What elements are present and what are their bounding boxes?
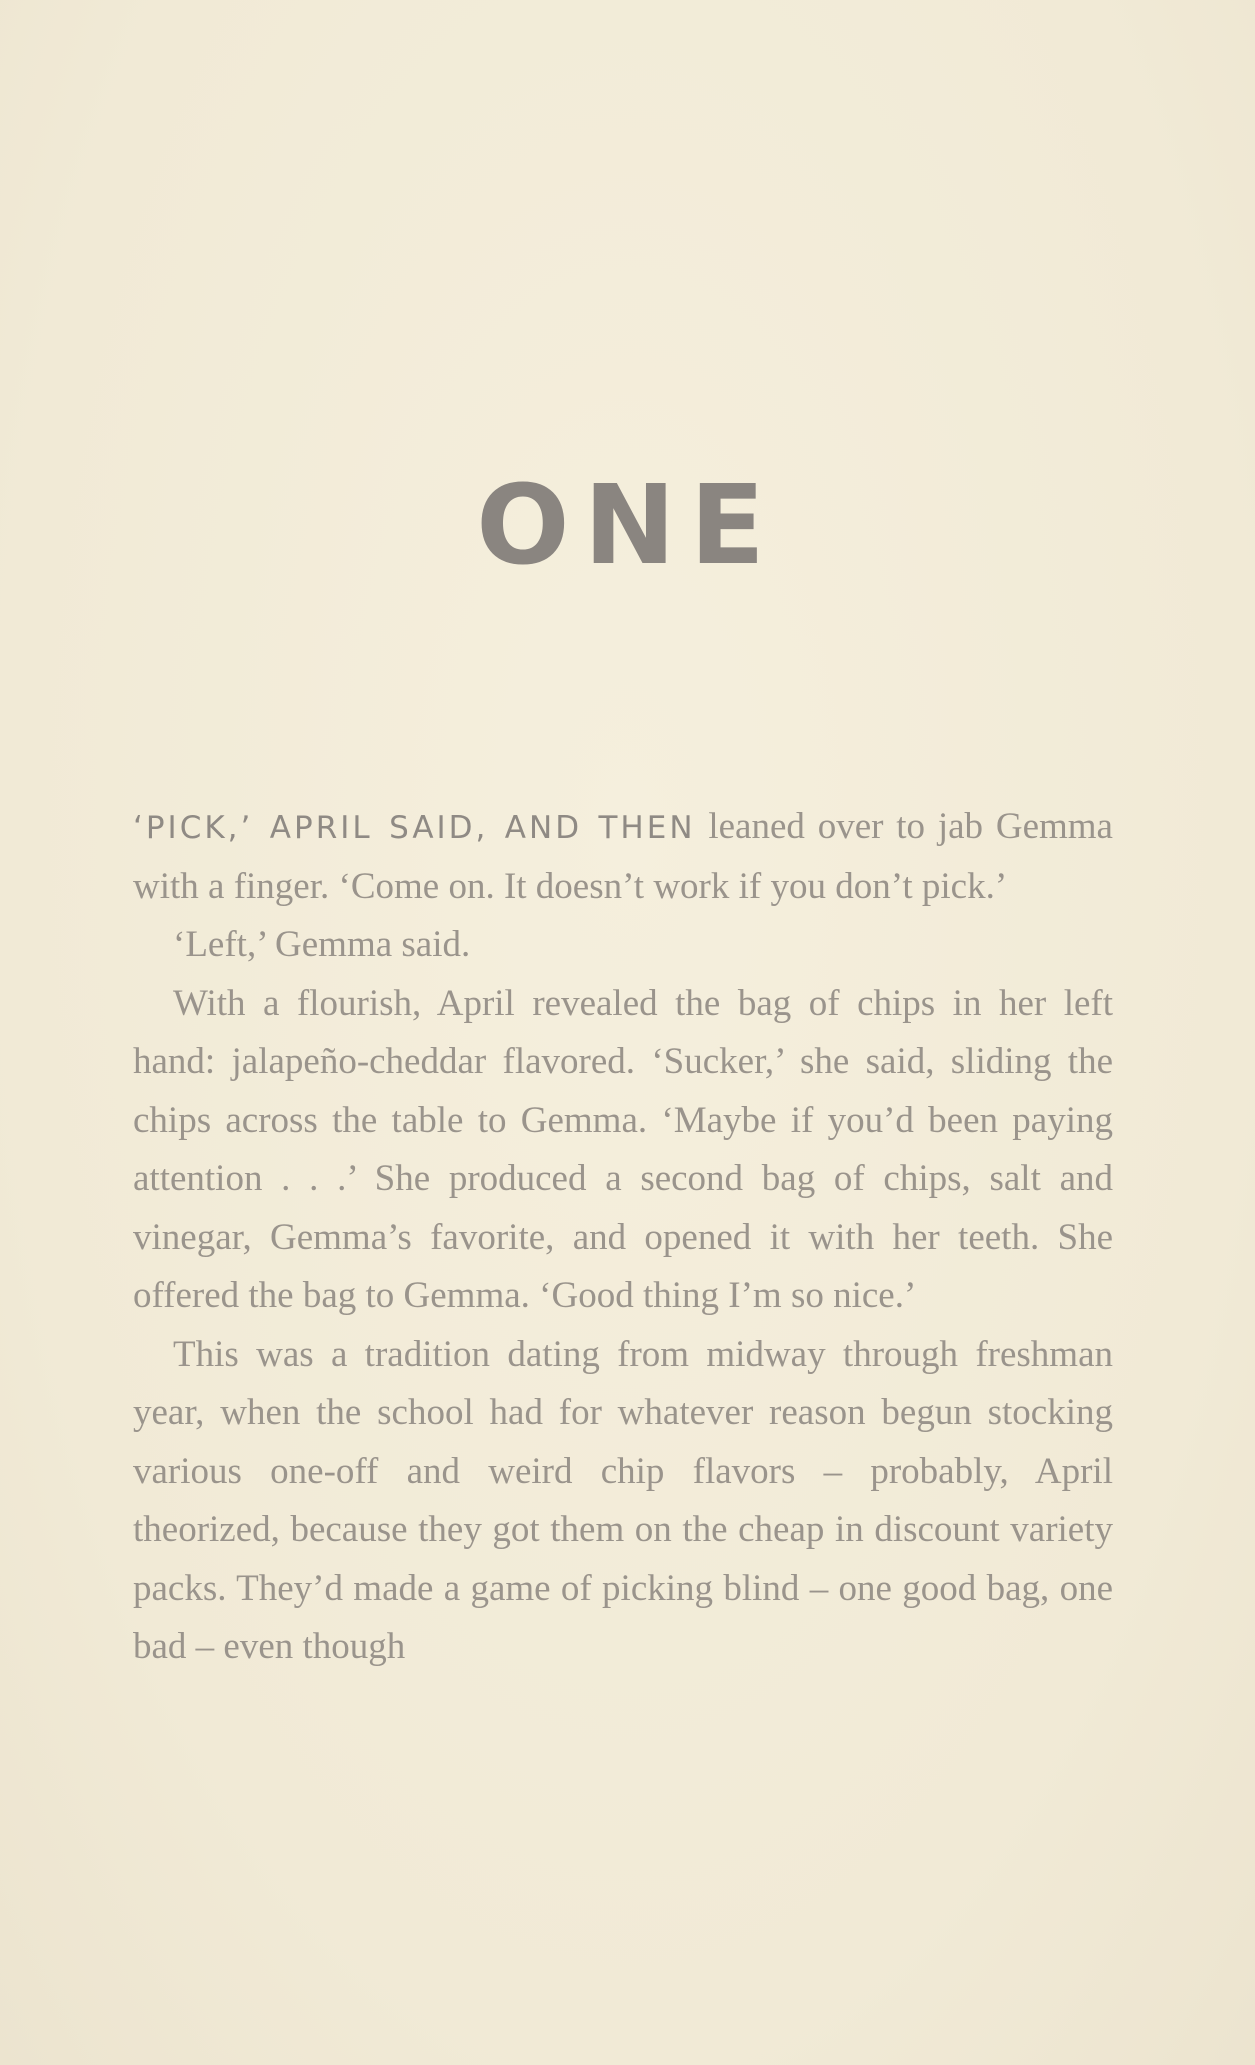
paragraph-1-rest: leaned over to jab Gemma with a finger. ‘Come on. It doesn’t work if you don’t pick.’ (133, 806, 1113, 907)
lead-in-small-caps: ‘PICK,’ APRIL SAID, AND THEN (133, 810, 696, 846)
chapter-title: ONE (476, 461, 779, 589)
body-text (133, 798, 1113, 1677)
paragraph-2: ‘Left,’ Gemma said. (173, 924, 471, 965)
paragraph-3: With a flourish, April revealed the bag of chips in her left hand: jalapeño-cheddar flavored. ‘Sucker,’ she said, sliding the chips across the table to Gemma. ‘Maybe if you’d been paying attention . . .’ She produced a second bag of chips, salt and vinegar, Gemma’s favorite, and opened it with her teeth. She offered the bag to Gemma. ‘Good thing I’m so nice.’ (133, 982, 1113, 1316)
paragraph-4: This was a tradition dating from midway through freshman year, when the school had for whatever reason begun stocking various one-off and weird chip flavors – probably, April theorized, because they got them on the cheap in discount variety packs. They’d made a game of picking blind – one good bag, one bad – even though (133, 1333, 1113, 1667)
paragraph-1 (133, 798, 1113, 916)
